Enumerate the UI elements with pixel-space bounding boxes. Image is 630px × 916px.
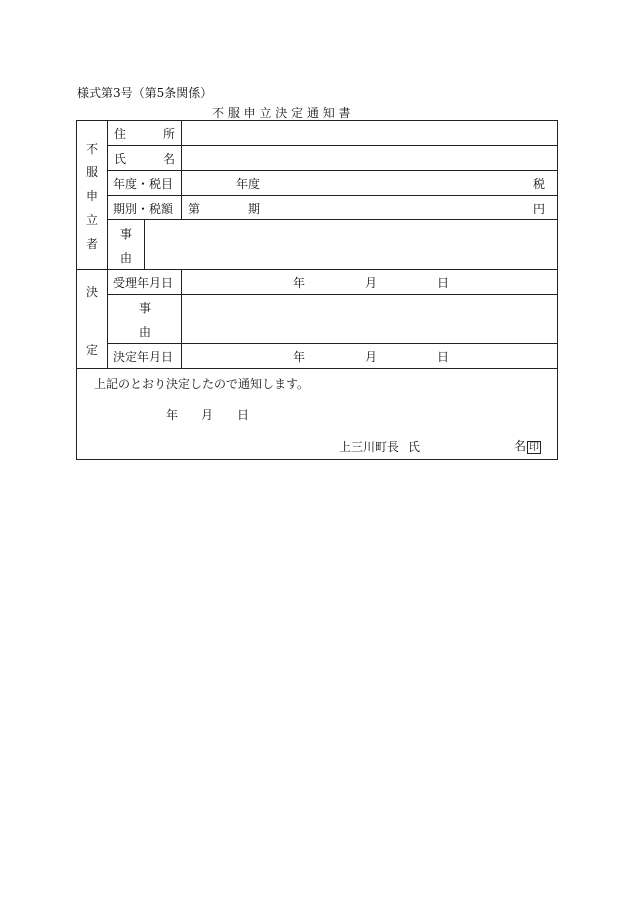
column-divider xyxy=(181,120,182,219)
row-divider xyxy=(107,195,558,196)
decided-date-label: 決定年月日 xyxy=(113,350,174,364)
year-tax-label: 年度・税目 xyxy=(113,177,174,191)
issuer-suffix: 氏 xyxy=(408,440,421,454)
row-divider xyxy=(107,170,558,171)
column-divider xyxy=(144,219,145,269)
period-first: 第 xyxy=(188,202,201,216)
notice-sentence: 上記のとおり決定したので通知します。 xyxy=(94,377,310,391)
column-divider xyxy=(107,120,108,368)
period-amount-label: 期別・税額 xyxy=(113,202,174,216)
row-divider xyxy=(107,145,558,146)
issuer-name: 上三川町長 xyxy=(339,440,400,454)
period-unit: 期 xyxy=(248,202,261,216)
tax-unit: 税 xyxy=(533,177,546,191)
name-seal xyxy=(514,437,541,454)
column-divider xyxy=(181,269,182,368)
year-unit: 年度 xyxy=(236,177,261,191)
row-divider xyxy=(107,343,558,344)
name-char: 名 xyxy=(514,439,527,453)
section-divider xyxy=(76,269,558,270)
section-divider xyxy=(76,368,558,369)
row-divider xyxy=(107,219,558,220)
row-divider xyxy=(107,294,558,295)
document-title: 不 服 申 立 決 定 通 知 書 xyxy=(212,106,351,120)
received-date-label: 受理年月日 xyxy=(113,276,174,290)
form-label: 様式第3号（第5条関係） xyxy=(77,86,213,100)
seal-mark: 印 xyxy=(529,442,540,453)
yen-unit: 円 xyxy=(533,202,546,216)
